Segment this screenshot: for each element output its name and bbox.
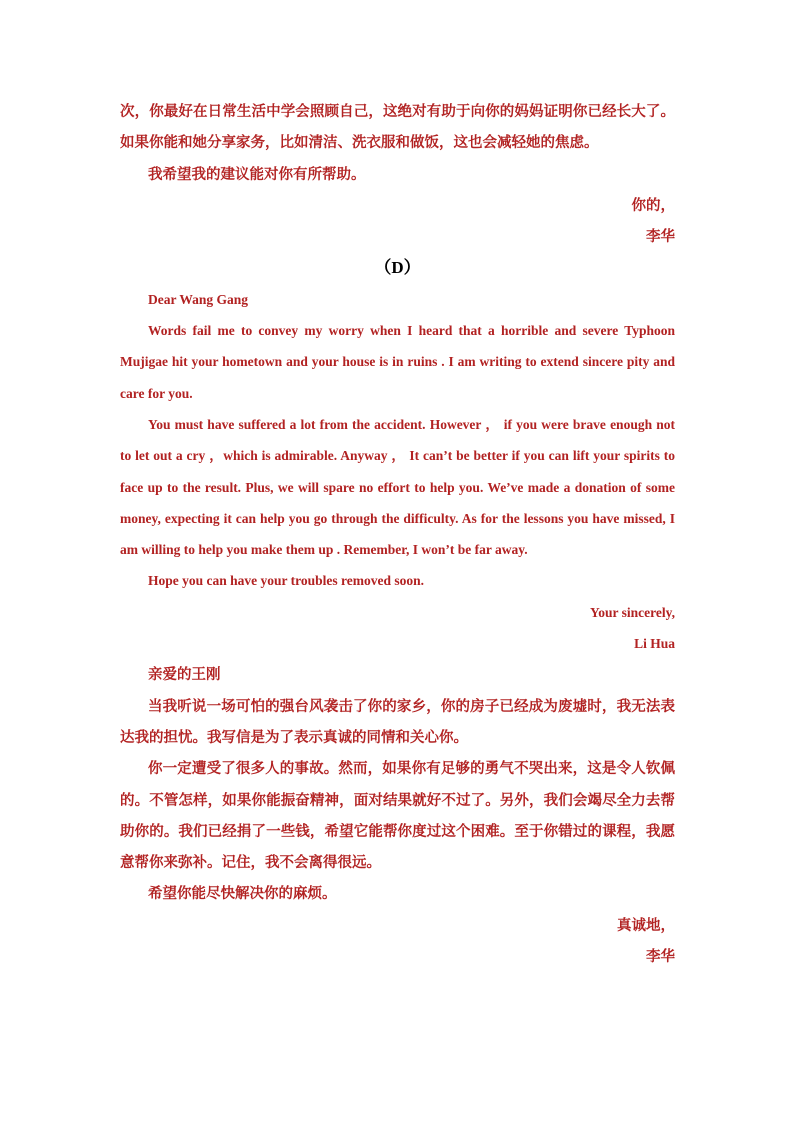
english-signature: Li Hua	[634, 636, 675, 652]
chinese-closing: 真诚地，	[617, 916, 675, 934]
english-salutation: Dear Wang Gang	[148, 291, 249, 307]
document-page	[120, 96, 675, 972]
chinese-paragraph-3: 希望你能尽快解决你的麻烦。	[148, 885, 337, 903]
section-label: （D）	[374, 258, 421, 278]
english-closing: Your sincerely,	[589, 604, 675, 620]
chinese-paragraph-2: 你一定遭受了很多人的事故。然而，如果你有足够的勇气不哭出来，这是令人钦佩的。不管怎样，如果你能振奋精神，面对结果就好不过了。另外，我们会竭尽全力去帮助你的。我们已经捐了一些钱，希望它能帮你度过这个困难。至于你错过的课程，我愿意帮你来弥补。记住，我不会离得很远。	[120, 760, 675, 872]
prev-letter-signature: 李华	[646, 228, 675, 246]
prev-letter-closing-wish: 我希望我的建议能对你有所帮助。	[148, 165, 366, 183]
prev-letter-closing: 你的，	[631, 196, 675, 214]
english-paragraph-2: You must have suffered a lot from the accident. However ， if you were brave enough not to let out a cry ，which is admirable. Anyway ， It can’t be better if you can lift your spirits to face up to the result. Plus, we will spare no effort to help you. We’ve made a donation of some money, expecting it can help you go through the difficulty. As for the lessons you have missed, I am willing to help you make them up . Remember, I won’t be far away.	[120, 416, 675, 558]
english-paragraph-3: Hope you can have your troubles removed soon.	[148, 573, 425, 589]
chinese-paragraph-1: 当我听说一场可怕的强台风袭击了你的家乡，你的房子已经成为废墟时，我无法表达我的担忧。我写信是为了表示真诚的同情和关心你。	[120, 697, 675, 746]
english-paragraph-1: Words fail me to convey my worry when I heard that a horrible and severe Typhoon Mujigae hit your hometown and your house is in ruins . I am writing to extend sincere pity and care for you.	[120, 323, 675, 401]
chinese-signature: 李华	[646, 948, 675, 966]
chinese-salutation: 亲爱的王刚	[148, 666, 221, 684]
prev-letter-paragraph: 次，你最好在日常生活中学会照顾自己，这绝对有助于向你的妈妈证明你已经长大了。如果你能和她分享家务，比如清洁、洗衣服和做饭，这也会减轻她的焦虑。	[120, 103, 675, 152]
